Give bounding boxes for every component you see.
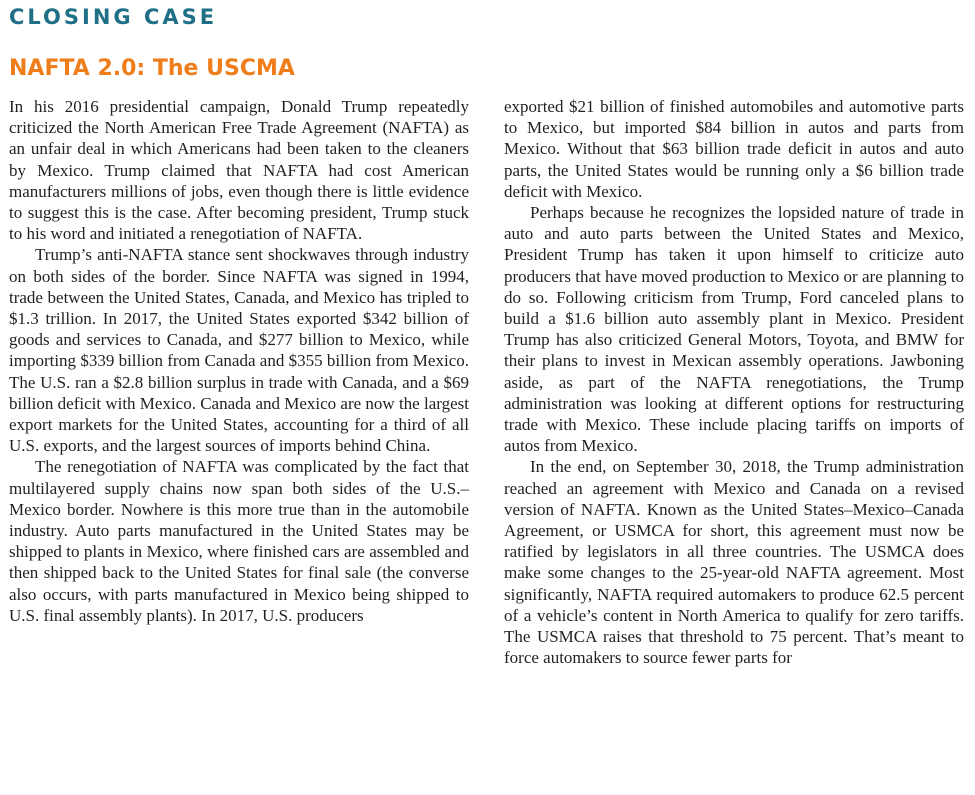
section-label: CLOSING CASE [9,5,218,29]
paragraph: The renegotiation of NAFTA was complicated by the fact that multilayered supply chains now span both sides of the U.S.–Mexico border. Nowhere is this more true than in the automobile industry. Auto parts manufactured in the United States may be shipped to plants in Mexico, where finished cars are assembled and then shipped back to the United States for final sale (the converse also occurs, with parts manufactured in Mexico being shipped to U.S. final assembly plants). In 2017, U.S. producers [9,457,469,625]
paragraph: In his 2016 presidential campaign, Donald Trump repeatedly criticized the North American Free Trade Agreement (NAFTA) as an unfair deal in which Americans had been taken to the cleaners by Mexico. Trump claimed that NAFTA had cost American manufacturers millions of jobs, even though there is little evidence to suggest this is the case. After becoming president, Trump stuck to his word and initiated a renegotiation of NAFTA. [9,97,469,244]
right-column [504,96,964,668]
paragraph: Trump’s anti-NAFTA stance sent shockwaves through industry on both sides of the border. Since NAFTA was signed in 1994, trade between the United States, Canada, and Mexico has tripled to $1.3 trillion. In 2017, the United States exported $342 billion of goods and services to Canada, and $277 billion to Mexico, while importing $339 billion from Canada and $355 billion from Mexico. The U.S. ran a $2.8 billion surplus in trade with Canada, and a $69 billion deficit with Mexico. Canada and Mexico are now the largest export markets for the United States, accounting for a third of all U.S. exports, and the largest sources of imports behind China. [9,245,469,456]
case-title: NAFTA 2.0: The USCMA [9,56,295,81]
left-column [9,96,469,626]
paragraph: Perhaps because he recognizes the lopsided nature of trade in auto and auto parts between the United States and Mexico, President Trump has taken it upon himself to criticize auto producers that have moved production to Mexico or are planning to do so. Following criticism from Trump, Ford canceled plans to build a $1.6 billion auto assembly plant in Mexico. President Trump has also criticized General Motors, Toyota, and BMW for their plans to invest in Mexican assembly operations. Jawboning aside, as part of the NAFTA renegotiations, the Trump administration was looking at different options for restructuring trade with Mexico. These include placing tariffs on imports of autos from Mexico. [504,203,964,456]
paragraph: exported $21 billion of finished automobiles and automotive parts to Mexico, but imported $84 billion in autos and parts from Mexico. Without that $63 billion trade deficit in autos and auto parts, the United States would be running only a $6 billion trade deficit with Mexico. [504,97,964,201]
paragraph: In the end, on September 30, 2018, the Trump administration reached an agreement with Mexico and Canada on a revised version of NAFTA. Known as the United States–Mexico–Canada Agreement, or USMCA for short, this agreement must now be ratified by legislators in all three countries. The USMCA does make some changes to the 25-year-old NAFTA agreement. Most significantly, NAFTA required automakers to produce 62.5 percent of a vehicle’s content in North America to qualify for zero tariffs. The USMCA raises that threshold to 75 percent. That’s meant to force automakers to source fewer parts for [504,457,964,668]
